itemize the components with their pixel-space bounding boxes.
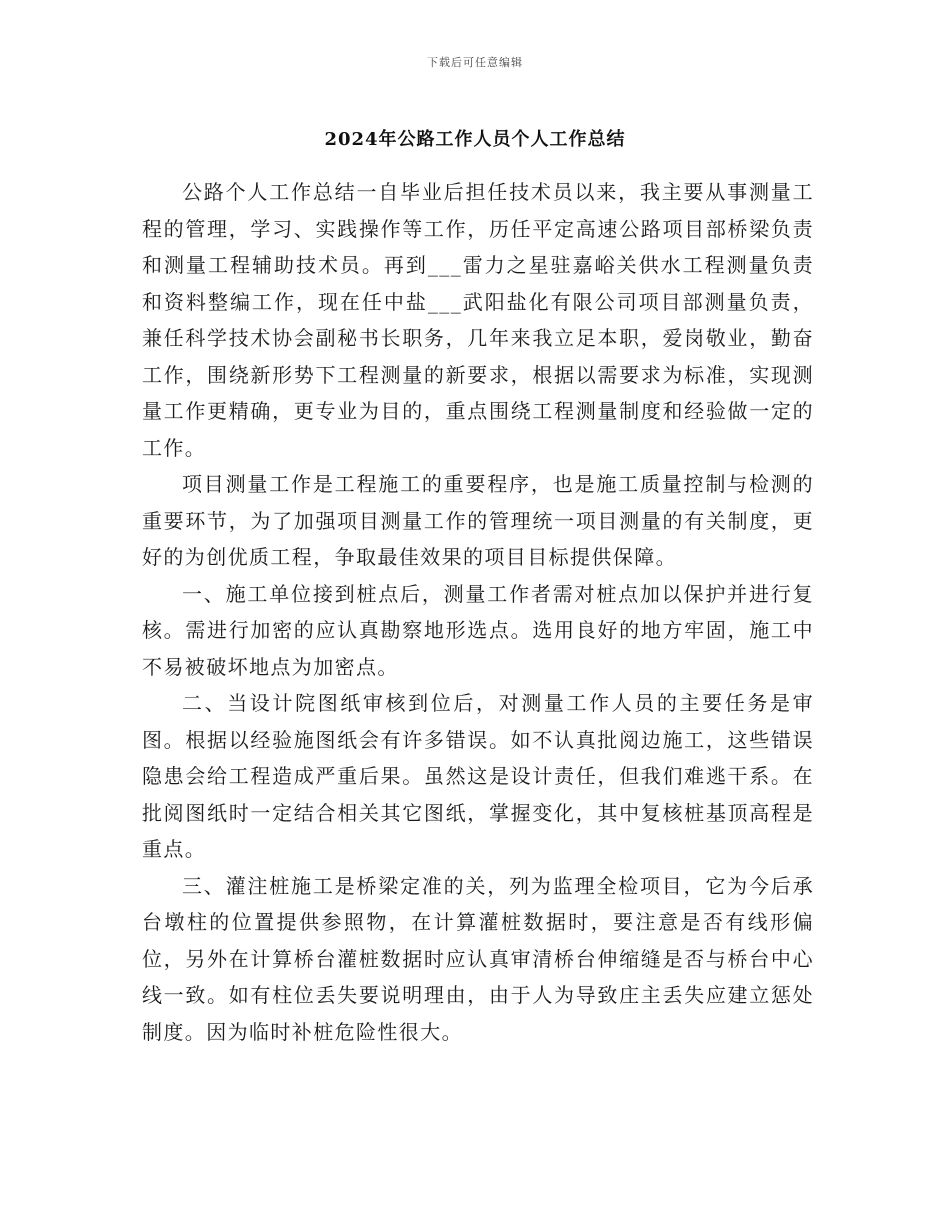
paragraph: 三、灌注桩施工是桥梁定准的关，列为监理全检项目，它为今后承台墩柱的位置提供参照物，在计算灌桩数据时，要注意是否有线形偏位，另外在计算桥台灌桩数据时应认真审清桥台伸缩缝是否与桥台中心线一致。如有柱位丢失要说明理由，由于人为导致庄主丢失应建立惩处制度。因为临时补桩危险性很大。 — [142, 873, 814, 1044]
document-body — [142, 174, 814, 1050]
document-title: 2024年公路工作人员个人工作总结 — [324, 129, 626, 150]
paragraph: 项目测量工作是工程施工的重要程序，也是施工质量控制与检测的重要环节，为了加强项目测量工作的管理统一项目测量的有关制度，更好的为创优质工程，争取最佳效果的项目目标提供保障。 — [142, 472, 814, 569]
paragraph: 一、施工单位接到桩点后，测量工作者需对桩点加以保护并进行复核。需进行加密的应认真勘察地形选点。选用良好的地方牢固，施工中不易被破坏地点为加密点。 — [142, 581, 814, 679]
paragraph: 二、当设计院图纸审核到位后，对测量工作人员的主要任务是审图。根据以经验施图纸会有许多错误。如不认真批阅边施工，这些错误隐患会给工程造成严重后果。虽然这是设计责任，但我们难逃干系。在批阅图纸时一定结合相关其它图纸，掌握变化，其中复核桩基顶高程是重点。 — [142, 691, 814, 861]
paragraph: 公路个人工作总结一自毕业后担任技术员以来，我主要从事测量工程的管理，学习、实践操作等工作，历任平定高速公路项目部桥梁负责和测量工程辅助技术员。再到___雷力之星驻嘉峪关供水工程测量负责和资料整编工作，现在任中盐___武阳盐化有限公司项目部测量负责，兼任科学技术协会副秘书长职务，几年来我立足本职，爱岗敬业，勤奋工作，围绕新形势下工程测量的新要求，根据以需要求为标准，实现测量工作更精确，更专业为目的，重点围绕工程测量制度和经验做一定的工作。 — [142, 180, 814, 460]
header-note: 下载后可任意编辑 — [427, 56, 523, 69]
